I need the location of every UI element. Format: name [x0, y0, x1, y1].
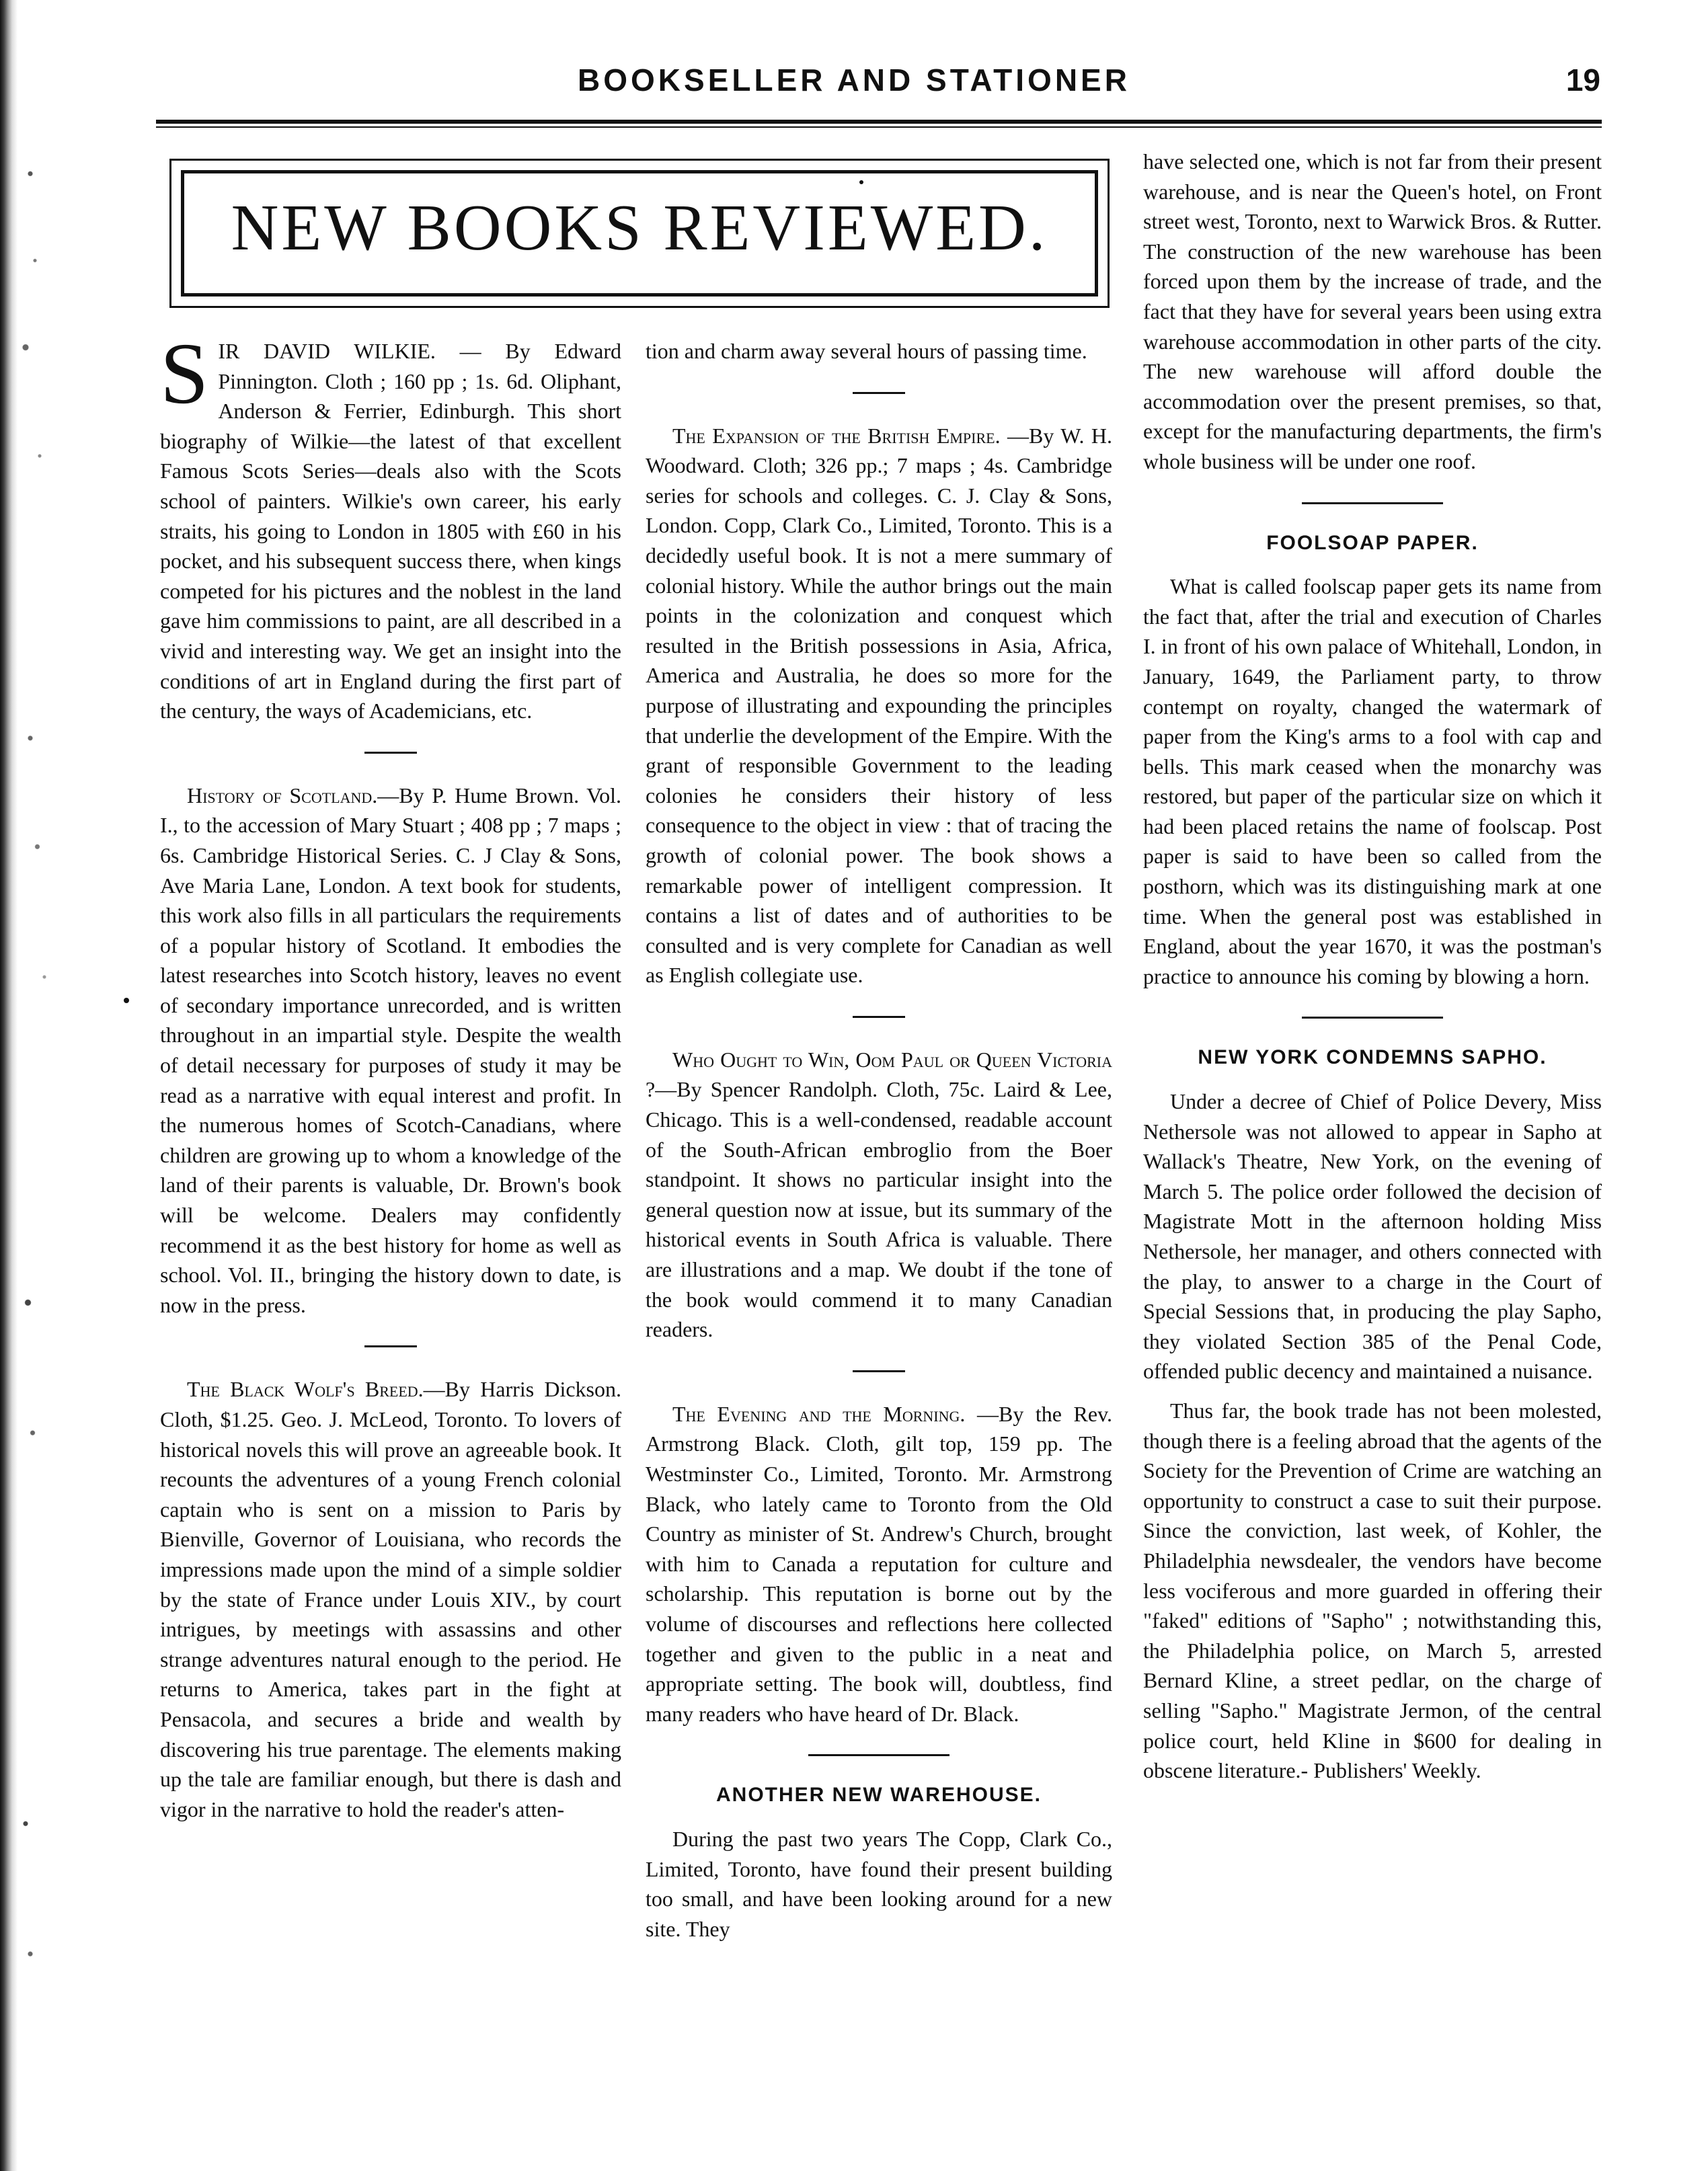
article-sapho-p1: Under a decree of Chief of Police Devery, Miss Nethersole was not allowed to appear in Sapho at Wallack's Theatre, New York, on the evening of March 5. The police order followed the decision of Magistrate Mott in the afternoon holding Miss Nethersole, her manager, and others connected with the play, to answer to a charge in the Court of Special Sessions that, in producing the play Sapho, they violated Section 385 of the Penal Code, offended public decency and maintained a nuisance.	[1143, 1089, 1602, 1384]
review-evening-text: —By the Rev. Armstrong Black. Cloth, gilt top, 159 pp. The Westminster Co., Limited, Toronto. Mr. Armstrong Black, who lately came to Toronto from the Old Country as minister of St. Andrew's Church, brought with him to Canada a reputation for culture and scholarship. This reputation is borne out by the volume of discourses and reflections here collected together and given to the public in a neat and appropriate setting. The book will, doubtless, find many readers who have heard of Dr. Black.	[646, 1401, 1113, 1726]
heading-foolscap: FOOLSOAP PAPER.	[1266, 531, 1479, 554]
article-foolscap: What is called foolscap paper gets its name from the fact that, after the trial and execution of Charles I. in front of his own palace of Whitehall, London, in January, 1649, the Parliament party, to throw contempt on royalty, changed the watermark of paper from the King's arms to a fool with cap and bells. This mark ceased when the monarchy was restored, but paper of the particular size on which it had been placed retains the name of foolscap. Post paper is said to have been so called from the posthorn, which was its distinguishing mark at one time. When the general post was established in England, about the year 1670, it was the postman's practice to announce his coming by blowing a horn.	[1143, 574, 1602, 988]
heading-sapho: NEW YORK CONDEMNS SAPHO.	[1198, 1046, 1547, 1069]
review-empire-title: The Expansion of the British Empire.	[672, 423, 1001, 448]
review-wilkie-title: IR DAVID WILKIE.	[218, 339, 436, 363]
review-oom-paul-title: Who Ought to Win, Oom Paul or Queen Victoria ?	[646, 1047, 1112, 1102]
review-empire-text: —By W. H. Woodward. Cloth; 326 pp.; 7 maps ; 4s. Cambridge series for schools and colleges. C. J. Clay & Sons, London. Copp, Clark Co., Limited, Toronto. This is a decidedly useful book. It is not a mere summary of colonial history. While the author brings out the main points in the colonization and conquest which resulted in the British possessions in Asia, Africa, America and Australia, he does so more for the purpose of illustrating and expounding the principles that underlie the development of the Empire. With the grant of responsible Government to the leading colonies he considers their history of less consequence to the object in view : that of tracing the growth of colonial power. The book shows a remarkable power of intelligent compression. It contains a list of dates and of authorities to be consulted and is very complete for Canadian as well as English collegiate use.	[646, 423, 1112, 988]
running-header: BOOKSELLER AND STATIONER	[578, 63, 1130, 97]
review-black-wolf-continued: tion and charm away several hours of passing time.	[646, 339, 1087, 363]
review-evening-title: The Evening and the Morning.	[672, 1401, 966, 1426]
scan-edge-marks	[16, 0, 63, 2171]
review-wilkie-text: — By Edward Pinnington. Cloth ; 160 pp ; 1s. 6d. Oliphant, Anderson & Ferrier, Edinburgh. This short biography of Wilkie—the latest of that excellent Famous Scots Series—deals also with the Scots school of painters. Wilkie's own career, his early straits, his going to London in 1805 with £60 in his pocket, and his subsequent success there, when kings competed for his pictures and the noblest in the land gave him commissions to paint, are all described in a vivid and interesting way. We get an insight into the conditions of art in England during the first part of the century, the ways of Academicians, etc.	[160, 339, 622, 723]
separator	[1302, 1017, 1443, 1019]
article-warehouse-continued: have selected one, which is not far from their present warehouse, and is near the Queen's hotel, on Front street west, Toronto, next to Warwick Bros. & Rutter. The construction of the new warehouse has been forced upon them by the increase of trade, and the fact that they have for several years been using extra warehouse accommodation in other parts of the city. The new warehouse will afford double the accommodation over the present premises, so that, except for the manufacturing departments, the firm's whole business will be under one roof.	[1143, 149, 1602, 473]
review-scotland-title: History of Scotland.	[187, 783, 378, 807]
separator	[808, 1754, 949, 1756]
separator	[364, 752, 417, 754]
review-oom-paul-text: —By Spencer Randolph. Cloth, 75c. Laird & Lee, Chicago. This is a well-condensed, readable account of the South-African embroglio from the Boer standpoint. It shows no particular insight into the general question now at issue, but its summary of the historical events in South Africa is valuable. There are illustrations and a map. We doubt if the tone of the book would commend it to many Canadian readers.	[646, 1077, 1112, 1342]
article-warehouse: During the past two years The Copp, Clark Co., Limited, Toronto, have found their present building too small, and have been looking around for a new site. They	[646, 1826, 1112, 1941]
drop-cap: S	[160, 325, 209, 422]
page-number: 19	[1565, 63, 1600, 97]
review-black-wolf	[160, 1374, 621, 1824]
article-sapho-p2: Thus far, the book trade has not been molested, though there is a feeling abroad that the agents of the Society for the Prevention of Crime are watching an opportunity to construct a case to suit their purpose. Since the conviction, last week, of Kohler, the Philadelphia newsdealer, the vendors have become less vociferous and more guarded in offering their "faked" editions of "Sapho" ; notwithstanding this, the Philadelphia police, on March 5, arrested Bernard Kline, a street pedlar, on the charge of selling "Sapho." Magistrate Jermon, of the central police court, held Kline in $600 for dealing in obscene literature.- Publishers' Weekly.	[1143, 1398, 1602, 1783]
margin-mark	[124, 998, 129, 1003]
review-black-wolf-text: —By Harris Dickson. Cloth, $1.25. Geo. J. McLeod, Toronto. To lovers of historical novels this will prove an agreeable book. It recounts the adventures of a young French colonial captain who is sent on a mission to Paris by Bienville, Governor of Louisiana, who records the impressions made upon the mind of a simple soldier by the state of France under Louis XIV., by court intrigues, by meetings with assassins and other strange adventures natural enough to the period. He returns to America, takes part in the fight at Pensacola, and secures a bride and wealth by discovering his true parentage. The elements making up the tale are familiar enough, but there is dash and vigor in the narrative to hold the reader's atten-	[160, 1377, 622, 1821]
separator	[853, 1016, 905, 1018]
review-wilkie	[160, 325, 622, 726]
review-scotland	[160, 781, 621, 1320]
separator	[364, 1345, 417, 1347]
separator	[853, 1370, 905, 1372]
separator	[1302, 502, 1443, 504]
review-evening	[646, 1399, 1112, 1729]
title-ornament-dot	[859, 180, 863, 184]
review-oom-paul	[646, 1045, 1112, 1345]
column-middle	[646, 336, 1112, 1944]
review-black-wolf-title: The Black Wolf's Breed.	[187, 1377, 424, 1402]
header-rule	[156, 120, 1602, 128]
review-empire	[646, 421, 1112, 990]
scan-edge	[0, 0, 17, 2171]
heading-warehouse: ANOTHER NEW WAREHOUSE.	[715, 1784, 1042, 1807]
column-right	[1143, 147, 1602, 1786]
review-scotland-text: —By P. Hume Brown. Vol. I., to the accession of Mary Stuart ; 408 pp ; 7 maps ; 6s. Cambridge Historical Series. C. J Clay & Sons, Ave Maria Lane, London. A text book for students, this work also fills in all particulars the requirements of a popular history of Scotland. It embodies the latest researches into Scotch history, leaves no event of secondary importance unrecorded, and is written throughout in an impartial style. Despite the wealth of detail necessary for purposes of study it may be read as a narrative with equal interest and profit. In the numerous homes of Scotch-Canadians, where children are growing up to whom a knowledge of the land of their parents is valuable, Dr. Brown's book will be welcome. Dealers may confidently recommend it as the best history for home as well as school. Vol. II., bringing the history down to date, is now in the press.	[160, 783, 622, 1317]
column-left	[160, 325, 622, 1824]
section-title: NEW BOOKS REVIEWED.	[231, 192, 1048, 264]
separator	[853, 392, 905, 394]
section-title-box	[169, 159, 1110, 308]
